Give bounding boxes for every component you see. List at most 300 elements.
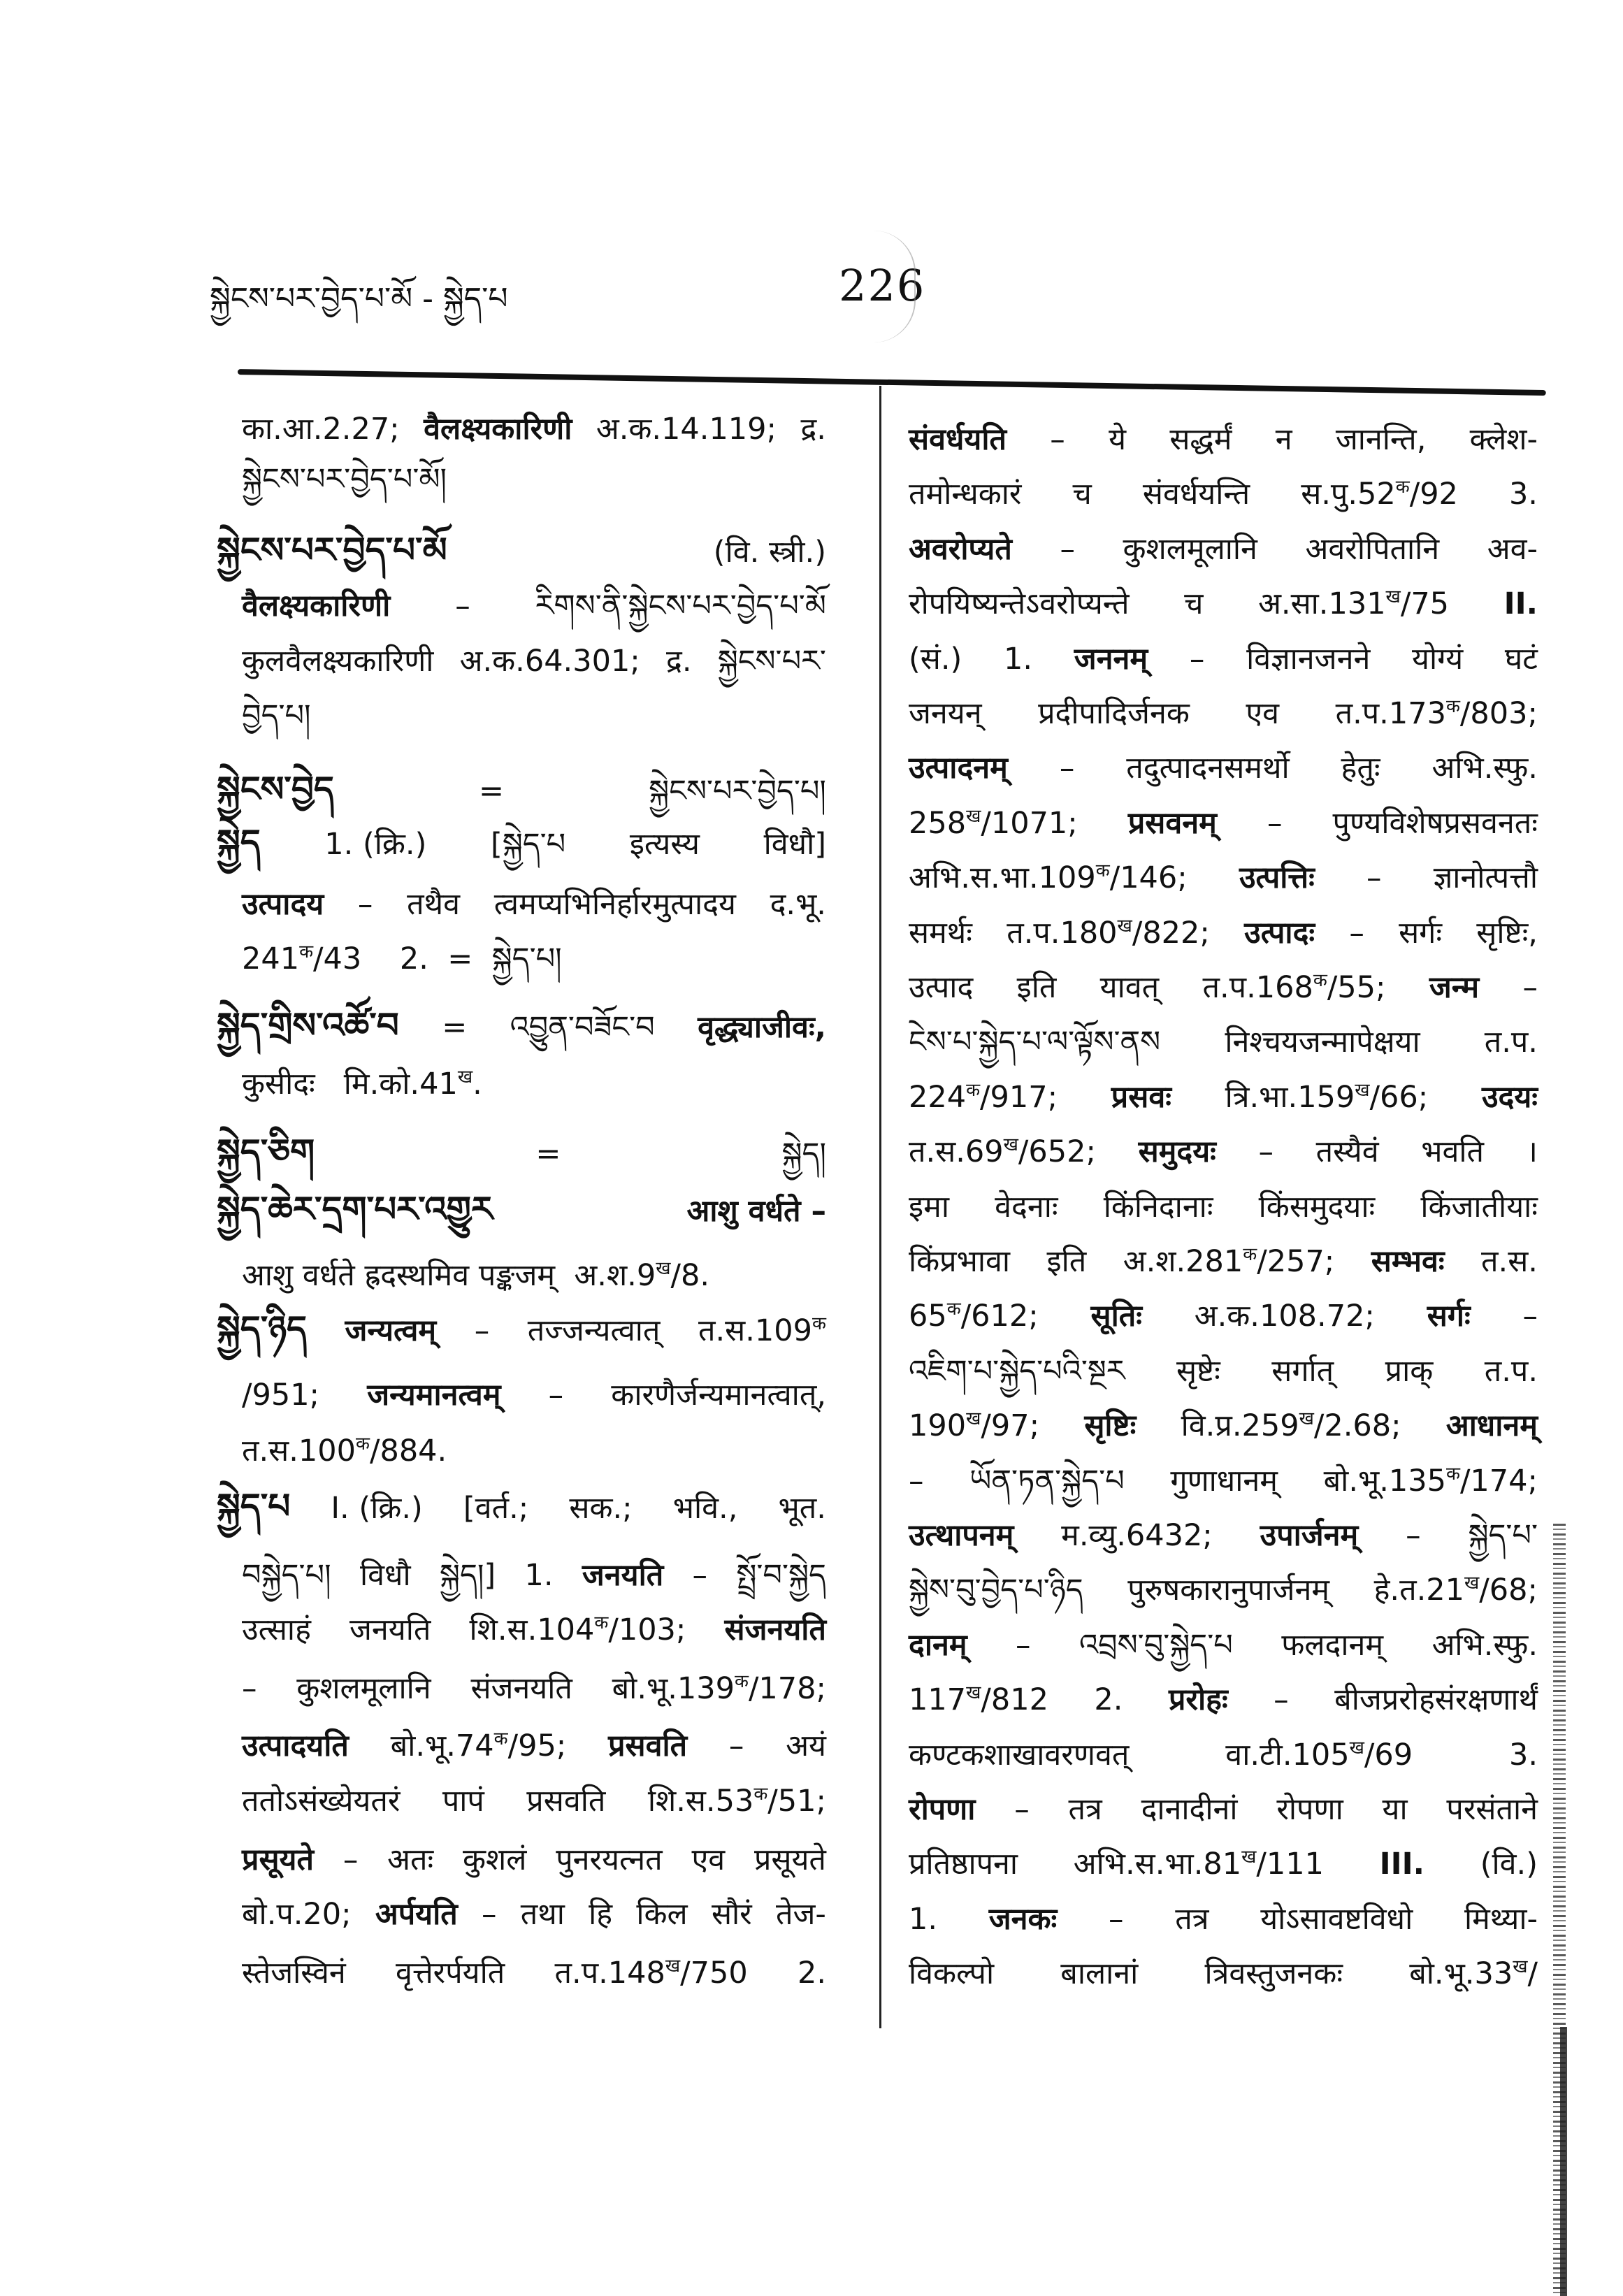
text-segment: बो.भू.139 <box>612 1671 735 1706</box>
text-segment: भवति <box>1421 1134 1485 1169</box>
folio-side-superscript: ख <box>1241 1847 1257 1868</box>
sanskrit-equivalent: सृष्टिः <box>1084 1408 1137 1443</box>
text-segment: – <box>1274 1682 1289 1717</box>
left-text-line <box>242 459 826 500</box>
left-text-line <box>242 1893 826 1935</box>
text-segment: पापं <box>442 1784 484 1819</box>
text-segment: वा.टी.105 <box>1225 1738 1350 1772</box>
text-segment: – <box>342 1842 359 1877</box>
text-segment: बीजप्ररोहसंरक्षणार्थं <box>1334 1682 1538 1717</box>
text-segment: /51; <box>767 1784 826 1819</box>
text-segment: བྱེད་པ། <box>242 698 311 733</box>
right-text-line <box>909 1350 1538 1392</box>
folio-side-superscript: क <box>1243 1244 1257 1265</box>
sanskrit-equivalent: वृद्ध्याजीवः, <box>698 1010 826 1045</box>
text-segment: = <box>535 1136 561 1171</box>
text-segment: /612; <box>960 1299 1039 1334</box>
text-segment: विकल्पो <box>909 1956 995 1991</box>
right-text-line <box>909 1405 1538 1447</box>
folio-side-superscript: क <box>966 1080 981 1101</box>
sanskrit-equivalent: आधानम् <box>1445 1408 1538 1443</box>
text-segment: སྐྱེངས་པར་བྱེད་པ། <box>649 774 826 809</box>
sanskrit-equivalent: उपार्जनम् <box>1260 1518 1359 1553</box>
folio-side-superscript: ख <box>1355 1080 1370 1101</box>
right-text-line <box>909 1734 1538 1776</box>
text-segment: योऽसावष्टविधो <box>1260 1902 1413 1937</box>
text-segment: अभि.स.भा.109 <box>909 860 1096 895</box>
left-text-line <box>217 1308 826 1350</box>
text-segment: कुशलं <box>463 1842 527 1877</box>
folio-side-superscript: क <box>812 1313 826 1334</box>
reference-group <box>555 1952 748 1998</box>
text-segment: सर्गात् <box>1271 1354 1334 1389</box>
text-segment: उत्पाद <box>909 970 974 1005</box>
text-segment: – <box>1267 806 1283 841</box>
text-segment: 1. <box>524 1558 554 1593</box>
folio-side-superscript: ख <box>457 1067 473 1088</box>
sanskrit-equivalent: अवरोप्यते <box>909 532 1012 567</box>
left-text-line <box>242 1063 826 1105</box>
right-text-line <box>909 1131 1538 1173</box>
reference-group <box>1301 473 1458 519</box>
right-text-line <box>909 1679 1538 1721</box>
text-segment: हे.त.21 <box>1373 1573 1464 1608</box>
text-segment: कारणैर्जन्यमानत्वात्, <box>611 1378 826 1413</box>
text-segment: – <box>1366 860 1382 895</box>
reference-group <box>909 1131 1096 1177</box>
reference-group <box>909 1679 1048 1725</box>
text-segment: द्र. <box>800 412 826 447</box>
text-segment: तत्र <box>1068 1792 1102 1827</box>
left-text-line <box>242 938 826 980</box>
sanskrit-equivalent: प्रसवः <box>1111 1080 1171 1115</box>
sanskrit-equivalent: सूतिः <box>1090 1299 1142 1334</box>
column-divider <box>879 386 881 2028</box>
left-text-line <box>242 408 826 450</box>
text-segment: – <box>1014 1792 1030 1827</box>
folio-side-superscript: ख <box>665 1956 681 1977</box>
text-segment: (वि.) <box>1480 1847 1538 1882</box>
text-segment: एव <box>691 1842 726 1877</box>
text-segment: སྐྱེད་པ་ <box>1468 1518 1538 1553</box>
text-segment: वेदनाः <box>995 1190 1058 1225</box>
text-segment: – <box>692 1558 708 1593</box>
headword: སྐྱེངས་པར་བྱེད་པ་མོ <box>217 530 447 570</box>
sanskrit-equivalent: दानम् <box>909 1628 967 1663</box>
text-segment: = <box>442 1010 468 1045</box>
right-text-line <box>909 967 1538 1009</box>
text-segment: बालानां <box>1060 1956 1139 1991</box>
reference-group <box>470 1609 686 1655</box>
text-segment: इति <box>1016 970 1057 1005</box>
text-segment: त.प.148 <box>554 1956 665 1991</box>
text-segment: उत्साहं <box>242 1612 311 1647</box>
right-text-line <box>909 1241 1538 1283</box>
text-segment: अ.क.14.119; <box>596 412 777 447</box>
text-segment: སྤྲོ་བ་སྐྱེད <box>736 1558 826 1593</box>
left-text-line <box>242 1668 826 1710</box>
folio-side-superscript: क <box>1095 860 1110 881</box>
sanskrit-equivalent: जनयति <box>582 1558 664 1593</box>
text-segment: अ.श.281 <box>1123 1244 1243 1279</box>
sanskrit-equivalent: प्रसवनम् <box>1127 806 1217 841</box>
text-segment: /95; <box>507 1728 567 1763</box>
right-text-line <box>909 1186 1538 1228</box>
folio-side-superscript: ख <box>1385 586 1401 607</box>
folio-side-superscript: ख <box>1464 1573 1480 1594</box>
left-text-line <box>242 1952 826 1994</box>
text-segment: སྐྱེངས་པར་ <box>717 644 826 679</box>
sanskrit-equivalent: उत्पत्तिः <box>1239 860 1315 895</box>
text-segment: = <box>478 774 504 809</box>
text-segment: पुरुषकारानुपार्जनम् <box>1127 1573 1330 1608</box>
text-segment: /66; <box>1369 1080 1429 1115</box>
sanskrit-equivalent: सम्भवः <box>1371 1244 1445 1279</box>
left-text-line <box>242 585 826 627</box>
reference-group <box>1258 583 1449 629</box>
right-text-line <box>909 528 1538 570</box>
folio-side-superscript: क <box>493 1728 508 1749</box>
reference-group <box>242 1255 709 1301</box>
text-segment: त.प.173 <box>1335 696 1446 731</box>
text-segment: སྐྱེངས་པར་བྱེད་པ་མོ། <box>242 462 447 497</box>
folio-side-superscript: क <box>753 1784 768 1805</box>
text-segment: तज्जन्यत्वात् <box>527 1313 661 1348</box>
text-segment: अभि.स्फु. <box>1431 1628 1538 1663</box>
text-segment: – <box>728 1728 744 1763</box>
scan-edge-shadow <box>1560 2027 1567 2296</box>
text-segment: I. (क्रि.) <box>331 1491 423 1526</box>
text-segment: किल <box>636 1897 688 1932</box>
text-segment: त्वमप्यभिनिर्हारमुत्पादय <box>493 887 736 922</box>
right-text-line <box>909 1789 1538 1831</box>
text-segment: – <box>1060 532 1075 567</box>
text-segment: – <box>455 589 470 623</box>
headword: སྐྱེད་གྲིས་འཚོ་བ <box>217 1005 399 1046</box>
left-text-line <box>217 1131 826 1173</box>
sanskrit-equivalent: जन्यमानत्वम् <box>367 1378 501 1413</box>
reference-group <box>698 1310 826 1356</box>
text-segment: मिथ्या- <box>1464 1902 1538 1937</box>
text-segment: /652; <box>1018 1134 1096 1169</box>
text-segment: /97; <box>981 1408 1040 1443</box>
text-segment: /69 <box>1364 1738 1413 1772</box>
folio-side-superscript: ख <box>1299 1408 1314 1429</box>
folio-side-superscript: क <box>356 1434 370 1454</box>
text-segment: कण्टकशाखावरणवत् <box>909 1738 1130 1772</box>
text-segment: किंनिदानाः <box>1103 1190 1213 1225</box>
text-segment: अभि.स.भा.81 <box>1073 1847 1242 1882</box>
text-segment: /103; <box>608 1612 686 1647</box>
right-text-line <box>909 1295 1538 1337</box>
reference-group <box>909 1076 1058 1122</box>
text-segment: दानादीनां <box>1141 1792 1238 1827</box>
running-head: སྐྱེངས་པར་བྱེད་པ་མོ - སྐྱེད་པ <box>210 281 508 317</box>
text-segment: /43 2. = སྐྱེད་པ། <box>313 941 562 976</box>
text-segment: འབྱུན་བཟོང་བ <box>510 1010 655 1045</box>
text-segment: /803; <box>1459 696 1538 731</box>
sanskrit-equivalent: प्रसवति <box>608 1728 688 1763</box>
text-segment: /111 <box>1256 1847 1324 1882</box>
text-segment: तेज- <box>776 1897 826 1932</box>
text-segment: निश्चयजन्मापेक्षया <box>1225 1025 1420 1060</box>
right-text-line <box>909 802 1538 844</box>
text-segment: संवर्धयन्ति <box>1142 477 1250 512</box>
text-segment: अ.सा.131 <box>1258 586 1386 621</box>
text-segment: कुलवैलक्ष्यकारिणी <box>242 644 434 679</box>
text-segment: फलदानम् <box>1281 1628 1384 1663</box>
text-segment: 3. <box>1508 477 1538 512</box>
reference-group <box>909 802 1078 849</box>
text-segment: परसंताने <box>1446 1792 1538 1827</box>
text-segment: – <box>1522 970 1538 1005</box>
text-segment: – <box>357 887 373 922</box>
headword: སྐྱེད <box>217 822 261 862</box>
right-text-line <box>909 583 1538 625</box>
text-segment: प्रदीपादिर्जनक <box>1038 696 1190 731</box>
sanskrit-equivalent: उत्थापनम् <box>909 1518 1014 1553</box>
text-segment: बो.प.20; <box>242 1897 352 1932</box>
text-segment: अ.क.64.301; <box>459 644 640 679</box>
folio-side-superscript: क <box>1445 1464 1460 1485</box>
left-text-line <box>217 768 826 810</box>
text-segment: संजनयति <box>470 1671 572 1706</box>
text-segment: /884. <box>369 1434 447 1468</box>
text-segment: आशु वर्धते ह्रदस्थमिव पङ्कजम् अ.श.9 <box>242 1258 656 1293</box>
text-segment: त्रि.भा.159 <box>1225 1080 1355 1115</box>
text-segment: /174; <box>1459 1464 1538 1499</box>
sanskrit-equivalent: संवर्धयति <box>909 422 1007 457</box>
left-text-line <box>242 1374 826 1416</box>
text-segment: 1. (क्रि.) <box>324 827 427 862</box>
left-text-line <box>242 1725 826 1767</box>
sanskrit-equivalent: प्रसूयते <box>242 1842 314 1877</box>
headword: སྐྱེད་ཉིད <box>217 1308 307 1349</box>
text-segment: बो.भू.135 <box>1323 1464 1446 1499</box>
text-segment: अयं <box>786 1728 826 1763</box>
text-segment: प्रसूयते <box>753 1842 826 1877</box>
text-segment: འབྲས་བུ་སྐྱེད་པ <box>1079 1628 1233 1663</box>
left-text-line <box>217 1004 826 1046</box>
folio-side-superscript: क <box>1445 696 1460 717</box>
text-segment: एव <box>1246 696 1280 731</box>
reference-group <box>648 1780 826 1826</box>
text-segment: ततोऽसंख्येयतरं <box>242 1784 401 1819</box>
reference-group <box>242 938 562 984</box>
text-segment: या <box>1382 1792 1408 1827</box>
folio-side-superscript: ख <box>1003 1134 1018 1155</box>
text-segment: विधौ] <box>763 827 826 862</box>
text-segment: /55; <box>1327 970 1386 1005</box>
text-segment: རིགས་ནི་སྐྱེངས་པར་བྱེད་པ་མོ <box>535 589 826 623</box>
text-segment: (सं.) <box>909 642 962 677</box>
folio-side-superscript: क <box>594 1612 609 1633</box>
sanskrit-equivalent: समुदयः <box>1138 1134 1216 1169</box>
sanskrit-equivalent: आशु वर्धते – <box>686 1194 826 1229</box>
text-segment: तदुत्पादनसमर्थो <box>1126 751 1290 786</box>
text-segment: – <box>909 1464 924 1499</box>
left-text-line <box>242 1430 826 1472</box>
text-segment: गुणाधानम् <box>1170 1464 1278 1499</box>
text-segment: /257; <box>1257 1244 1335 1279</box>
text-segment: སྐྱེད། <box>781 1136 826 1171</box>
left-text-line <box>242 1839 826 1881</box>
right-text-line <box>909 419 1538 461</box>
left-text-line <box>217 529 826 571</box>
text-segment: स्तेजस्विनं <box>242 1956 346 1991</box>
text-segment: 3. <box>1508 1738 1538 1772</box>
reference-group <box>1202 967 1385 1013</box>
reference-group <box>1336 693 1538 739</box>
text-segment: तथा <box>520 1897 565 1932</box>
left-text-line <box>217 1485 826 1527</box>
text-segment: 258 <box>909 806 967 841</box>
text-segment: – <box>1050 422 1065 457</box>
text-segment: द्र. <box>665 644 692 679</box>
reference-group <box>1007 912 1210 958</box>
text-segment: पुण्यविशेषप्रसवनतः <box>1332 806 1538 841</box>
text-segment: प्राक् <box>1385 1354 1434 1389</box>
text-segment: – <box>548 1378 564 1413</box>
reference-group <box>1181 1405 1401 1451</box>
text-segment: 2. <box>797 1956 826 1991</box>
right-text-line <box>909 1898 1538 1940</box>
text-segment: /146; <box>1109 860 1188 895</box>
sanskrit-equivalent: अर्पयति <box>375 1897 458 1932</box>
text-segment: तमोन्धकारं <box>909 477 1022 512</box>
text-segment: च <box>1184 586 1204 621</box>
right-text-line <box>909 912 1538 954</box>
right-text-line <box>909 473 1538 515</box>
text-segment: भूत. <box>778 1491 826 1526</box>
text-segment: किंप्रभावा <box>909 1244 1011 1279</box>
text-segment: सद्धर्मं <box>1169 422 1232 457</box>
folio-side-superscript: ख <box>966 1682 981 1703</box>
text-segment: बो.भू.33 <box>1409 1956 1513 1991</box>
sanskrit-equivalent: जन्म <box>1429 970 1480 1005</box>
text-segment: कुशलमूलानि <box>296 1671 431 1706</box>
headword: སྐྱེངས་བྱེད <box>217 769 334 809</box>
text-segment: कुसीदः मि.को.41 <box>242 1067 458 1102</box>
text-segment: त.प. <box>1484 1354 1538 1389</box>
text-segment: /822; <box>1132 916 1210 951</box>
text-segment: /8. <box>670 1258 710 1293</box>
sanskrit-equivalent: सर्गः <box>1427 1299 1471 1334</box>
text-segment: अतः <box>387 1842 434 1877</box>
text-segment: / <box>1527 1956 1538 1991</box>
text-segment: བསྐྱེད་པ། <box>242 1558 331 1593</box>
reference-group <box>1374 1569 1538 1615</box>
text-segment: – <box>1016 1628 1031 1663</box>
text-segment: 2. <box>1094 1682 1123 1717</box>
right-text-line <box>909 857 1538 899</box>
text-segment: /750 <box>680 1956 748 1991</box>
reference-group <box>909 1405 1039 1451</box>
text-segment: तत्र <box>1175 1902 1209 1937</box>
sanskrit-equivalent: वैलक्ष्यकारिणी <box>424 412 572 447</box>
sanskrit-equivalent: III. <box>1379 1847 1425 1882</box>
text-segment: हेतुः <box>1341 751 1380 786</box>
text-segment: जनयति <box>349 1612 431 1647</box>
sanskrit-equivalent: उत्पादनम् <box>909 751 1008 786</box>
text-segment: इमा <box>909 1190 949 1225</box>
reference-group <box>391 1725 567 1771</box>
text-segment: – <box>1059 751 1075 786</box>
text-segment: बो.भू.74 <box>390 1728 494 1763</box>
text-segment: सक.; <box>569 1491 633 1526</box>
text-segment: ये <box>1109 422 1127 457</box>
text-segment: सौरं <box>711 1897 752 1932</box>
text-segment: /68; <box>1479 1573 1538 1608</box>
reference-group <box>909 857 1188 903</box>
text-segment: शि.स.104 <box>469 1612 595 1647</box>
left-text-line <box>242 640 826 682</box>
text-segment: – <box>474 1313 490 1348</box>
text-segment: इति <box>1046 1244 1087 1279</box>
text-segment: प्रतिष्ठापना <box>909 1847 1018 1882</box>
left-text-line <box>217 821 826 863</box>
reference-group <box>909 1295 1039 1341</box>
text-segment: [वर्त.; <box>463 1491 529 1526</box>
text-segment: 117 <box>909 1682 967 1717</box>
text-segment: प्रसवति <box>526 1784 606 1819</box>
reference-group <box>612 1668 826 1714</box>
reference-group <box>242 1063 482 1109</box>
folio-side-superscript: क <box>1395 477 1410 498</box>
folio-side-superscript: ख <box>1513 1956 1528 1977</box>
reference-group <box>1225 1734 1413 1780</box>
text-segment: सृष्टेः <box>1176 1354 1220 1389</box>
left-text-line <box>242 1780 826 1822</box>
text-segment: का.आ.2.27; <box>242 412 400 447</box>
text-segment: जनयन् <box>909 696 982 731</box>
left-text-line <box>242 1554 826 1596</box>
text-segment: – <box>482 1897 497 1932</box>
text-segment: हि <box>589 1897 613 1932</box>
reference-group <box>1123 1241 1335 1287</box>
folio-side-superscript: क <box>299 941 314 962</box>
text-segment: क्लेश- <box>1469 422 1538 457</box>
text-segment: पुनरयत्नत <box>556 1842 663 1877</box>
text-segment: – <box>1108 1902 1124 1937</box>
right-text-line <box>909 1624 1538 1666</box>
right-text-line <box>909 1515 1538 1557</box>
text-segment: रोपणा <box>1276 1792 1343 1827</box>
left-text-line <box>242 883 826 925</box>
text-segment: /951; <box>242 1378 320 1413</box>
text-segment: སྐྱེས་བུ་བྱེད་པ་ཉིད <box>909 1573 1083 1608</box>
right-text-line <box>909 1569 1538 1611</box>
text-segment: त.स. <box>1481 1244 1538 1279</box>
text-segment: ཡོན་ཏན་སྐྱེད་པ <box>969 1464 1125 1499</box>
right-text-line <box>909 693 1538 735</box>
sanskrit-equivalent: प्ररोहः <box>1168 1682 1228 1717</box>
sanskrit-equivalent: उत्पादयति <box>242 1728 349 1763</box>
text-segment: जानन्ति, <box>1335 422 1427 457</box>
text-segment: /75 <box>1400 586 1450 621</box>
text-segment: अवरोपितानि <box>1305 532 1440 567</box>
text-segment: (वि. स्त्री.) <box>713 535 826 570</box>
reference-group <box>1409 1953 1538 1999</box>
right-text-line <box>909 638 1538 680</box>
sanskrit-equivalent: जननम् <box>1074 642 1148 677</box>
text-segment: त.स.109 <box>698 1313 812 1348</box>
right-text-line <box>909 1843 1538 1885</box>
text-segment: 224 <box>909 1080 967 1115</box>
headword: སྐྱེད་པ <box>217 1486 291 1526</box>
sanskrit-equivalent: रोपणा <box>909 1792 976 1827</box>
text-segment: – <box>1406 1518 1421 1553</box>
